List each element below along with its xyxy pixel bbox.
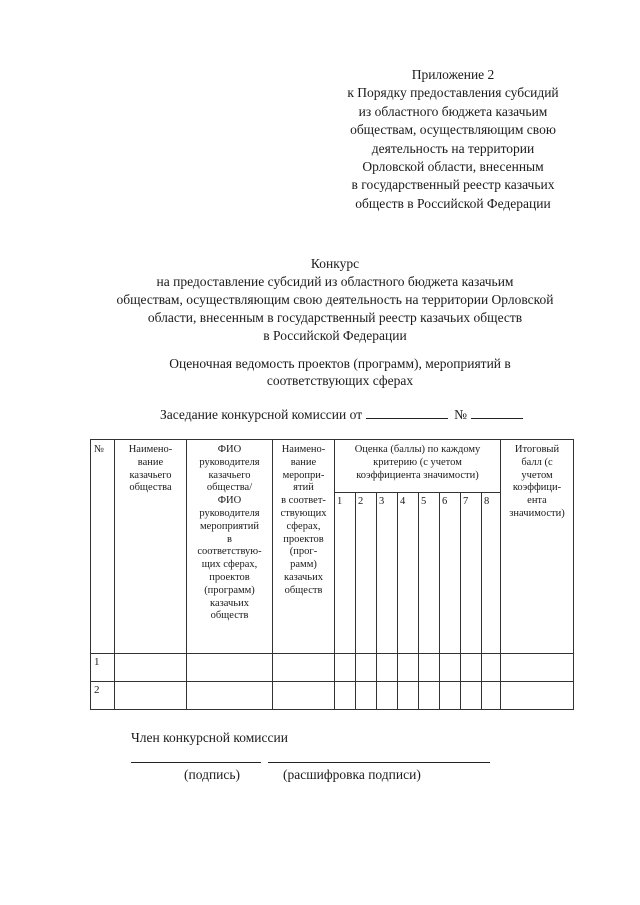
meeting-line	[160, 406, 600, 423]
appendix-block	[318, 66, 588, 213]
table-cell	[187, 682, 273, 710]
contest-line: обществам, осуществляющим свою деятельность на территории Орловской	[116, 292, 554, 307]
meeting-label: Заседание конкурсной комиссии от	[160, 407, 363, 422]
table-cell	[115, 682, 187, 710]
contest-line: в Российской Федерации	[263, 328, 407, 343]
table-cell	[419, 654, 440, 682]
table-cell	[440, 654, 461, 682]
table-cell	[461, 654, 482, 682]
contest-line: области, внесенным в государственный реестр казачьих обществ	[147, 310, 523, 325]
table-cell	[461, 682, 482, 710]
appendix-line: обществам, осуществляющим свою	[350, 122, 556, 138]
header-total: Итоговый балл (с учетом коэффици- ента значимости)	[501, 440, 574, 654]
header-society-name: Наимено- вание казачьего общества	[115, 440, 187, 654]
contest-title	[70, 255, 600, 345]
table-cell	[440, 682, 461, 710]
header-event-name: Наимено- вание меропри- ятий в соответ- ствующих сферах, проектов (прог- рамм) казачьих обществ	[273, 440, 335, 654]
number-sign: №	[454, 407, 467, 422]
table-cell	[501, 654, 574, 682]
number-blank	[471, 406, 523, 419]
table-cell	[377, 654, 398, 682]
table-cell	[335, 682, 356, 710]
table-cell	[419, 682, 440, 710]
criterion-header: 4	[398, 493, 419, 654]
decode-signature-line	[268, 762, 490, 763]
criterion-header: 8	[482, 493, 501, 654]
table-cell	[482, 654, 501, 682]
table-cell	[356, 682, 377, 710]
appendix-line: Приложение 2	[411, 67, 495, 82]
header-score: Оценка (баллы) по каждому критерию (с учетом коэффициента значимости)	[335, 440, 501, 493]
contest-line: на предоставление субсидий из областного бюджета казачьим	[156, 274, 514, 289]
criterion-header: 7	[461, 493, 482, 654]
evaluation-sheet-title	[130, 355, 550, 389]
table-cell	[115, 654, 187, 682]
table-cell	[398, 654, 419, 682]
commission-member-label: Член конкурсной комиссии	[131, 730, 288, 745]
appendix-line: из областного бюджета казачьим	[358, 103, 548, 119]
table-cell	[335, 654, 356, 682]
table-cell	[482, 682, 501, 710]
appendix-line: деятельность на территории	[371, 140, 535, 156]
table-row	[91, 682, 574, 710]
criterion-header: 6	[440, 493, 461, 654]
criterion-header: 2	[356, 493, 377, 654]
row-number: 1	[91, 654, 115, 682]
appendix-line: в государственный реестр казачьих	[351, 177, 555, 193]
table-row	[91, 654, 574, 682]
contest-line: Конкурс	[310, 256, 360, 271]
row-number: 2	[91, 682, 115, 710]
header-fio: ФИО руководителя казачьего общества/ ФИО руководителя мероприятий в соответствую- щих сферах, проектов (программ) казачьих обществ	[187, 440, 273, 654]
date-blank	[366, 406, 448, 419]
sheet-line: Оценочная ведомость проектов (программ), мероприятий в	[169, 356, 511, 371]
signature-label: (подпись)	[184, 767, 241, 782]
sheet-line: соответствующих сферах	[266, 373, 414, 388]
table-cell	[501, 682, 574, 710]
table-cell	[356, 654, 377, 682]
table-cell	[377, 682, 398, 710]
evaluation-table	[90, 439, 574, 710]
appendix-line: Орловской области, внесенным	[362, 159, 544, 175]
appendix-line: обществ в Российской Федерации	[355, 195, 551, 211]
table-cell	[398, 682, 419, 710]
table-cell	[187, 654, 273, 682]
criterion-header: 3	[377, 493, 398, 654]
signature-line	[131, 762, 261, 763]
table-cell	[273, 654, 335, 682]
appendix-line: к Порядку предоставления субсидий	[347, 85, 559, 101]
criterion-header: 1	[335, 493, 356, 654]
criterion-header: 5	[419, 493, 440, 654]
table-cell	[273, 682, 335, 710]
header-number: №	[91, 440, 115, 654]
decode-signature-label: (расшифровка подписи)	[283, 767, 421, 782]
